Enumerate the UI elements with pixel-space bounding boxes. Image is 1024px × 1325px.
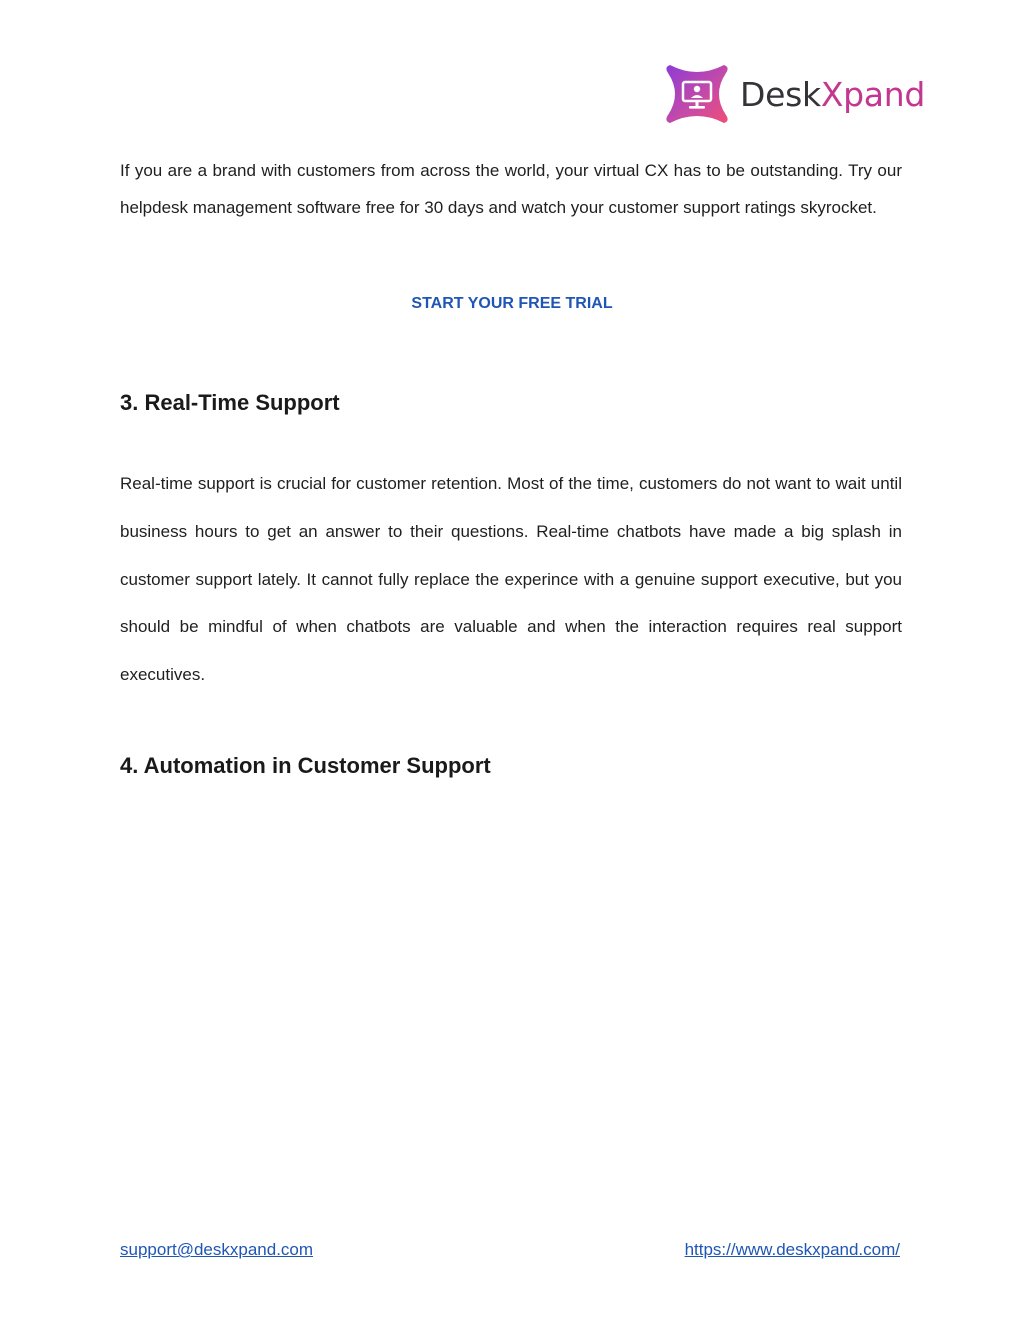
website-link[interactable]: https://www.deskxpand.com/	[684, 1240, 900, 1259]
real-time-support-paragraph: Real-time support is crucial for customer retention. Most of the time, customers do not want to wait until business hours to get an answer to their questions. Real-time chatbots have made a big splash in customer support lately. It cannot fully replace the experince with a genuine support executive, but you should be mindful of when chatbots are valuable and when the interaction requires real support executives.	[120, 474, 902, 685]
start-free-trial-link[interactable]: START YOUR FREE TRIAL	[411, 295, 613, 312]
logo-text-xpand: Xpand	[820, 74, 925, 114]
logo-wordmark	[740, 74, 925, 114]
logo-text-desk: Desk	[740, 74, 821, 114]
deskxpand-logo	[664, 60, 944, 128]
support-email-link[interactable]: support@deskxpand.com	[120, 1240, 314, 1259]
monitor-user-icon	[664, 61, 730, 127]
section-heading-automation: 4. Automation in Customer Support	[120, 753, 491, 778]
intro-paragraph: If you are a brand with customers from across the world, your virtual CX has to be outstanding. Try our helpdesk management software free for 30 days and watch your customer support ratings skyrocket.	[120, 161, 902, 217]
section-heading-real-time-support: 3. Real-Time Support	[120, 390, 340, 415]
